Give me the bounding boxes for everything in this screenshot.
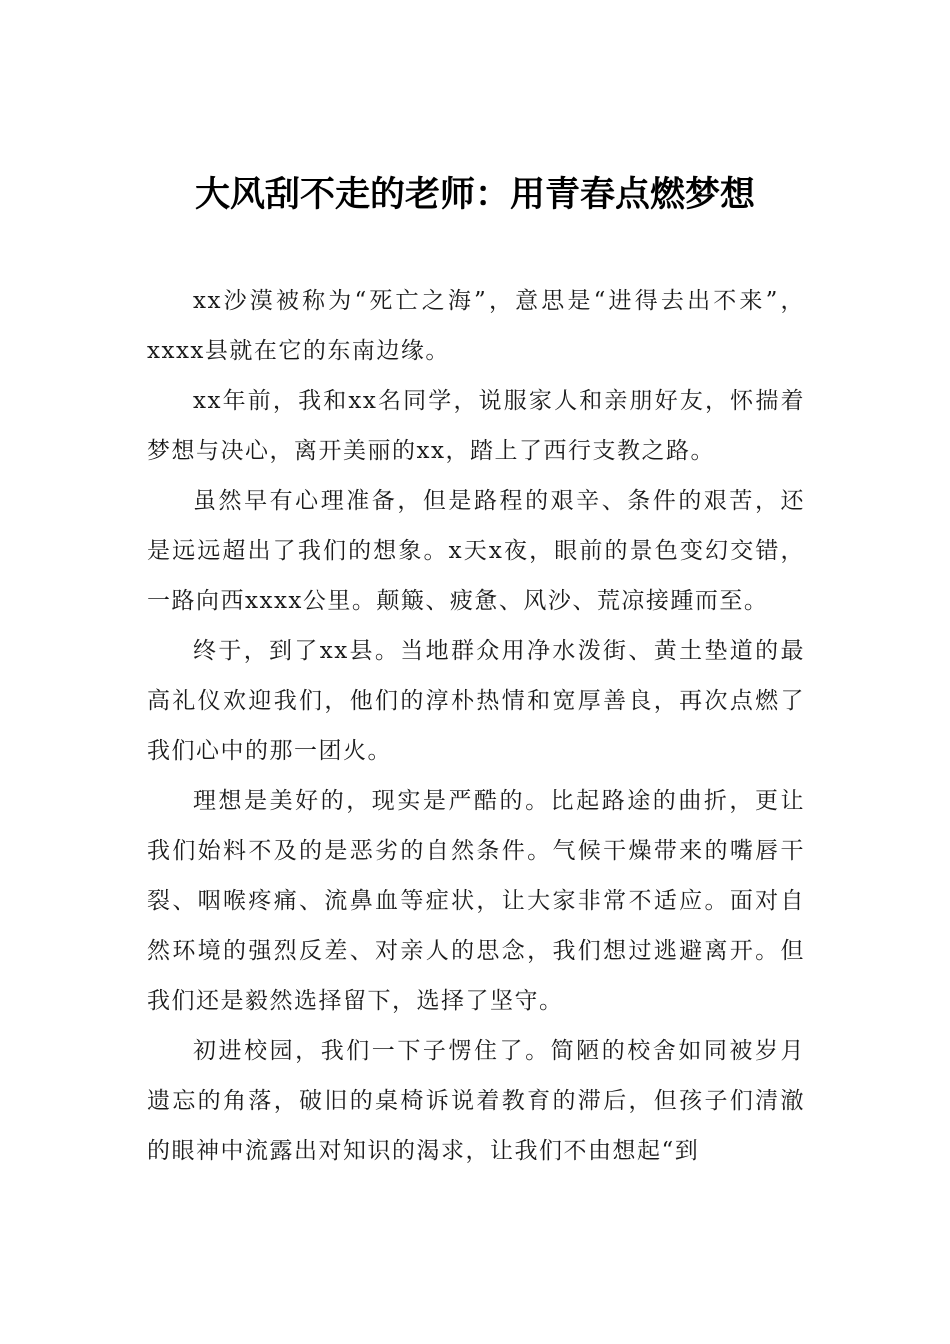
paragraph: 虽然早有心理准备，但是路程的艰辛、条件的艰苦，还是远远超出了我们的想象。x天x夜，眼前的景色变幻交错，一路向西xxxx公里。颠簸、疲惫、风沙、荒凉接踵而至。 xyxy=(147,488,805,614)
paragraph: xx年前，我和xx名同学，说服家人和亲朋好友，怀揣着梦想与决心，离开美丽的xx，踏上了西行支教之路。 xyxy=(147,388,805,464)
paragraph: 终于，到了xx县。当地群众用净水泼街、黄土垫道的最高礼仪欢迎我们，他们的淳朴热情和宽厚善良，再次点燃了我们心中的那一团火。 xyxy=(147,638,805,764)
paragraph: xx沙漠被称为“死亡之海”，意思是“进得去出不来”，xxxx县就在它的东南边缘。 xyxy=(147,288,805,364)
document-body xyxy=(147,276,805,1176)
paragraph: 理想是美好的，现实是严酷的。比起路途的曲折，更让我们始料不及的是恶劣的自然条件。气候干燥带来的嘴唇干裂、咽喉疼痛、流鼻血等症状，让大家非常不适应。面对自然环境的强烈反差、对亲人的思念，我们想过逃避离开。但我们还是毅然选择留下，选择了坚守。 xyxy=(147,788,805,1014)
paragraph: 初进校园，我们一下子愣住了。简陋的校舍如同被岁月遗忘的角落，破旧的桌椅诉说着教育的滞后，但孩子们清澈的眼神中流露出对知识的渴求，让我们不由想起“到 xyxy=(147,1038,805,1164)
document-title: 大风刮不走的老师：用青春点燃梦想 xyxy=(194,174,755,215)
